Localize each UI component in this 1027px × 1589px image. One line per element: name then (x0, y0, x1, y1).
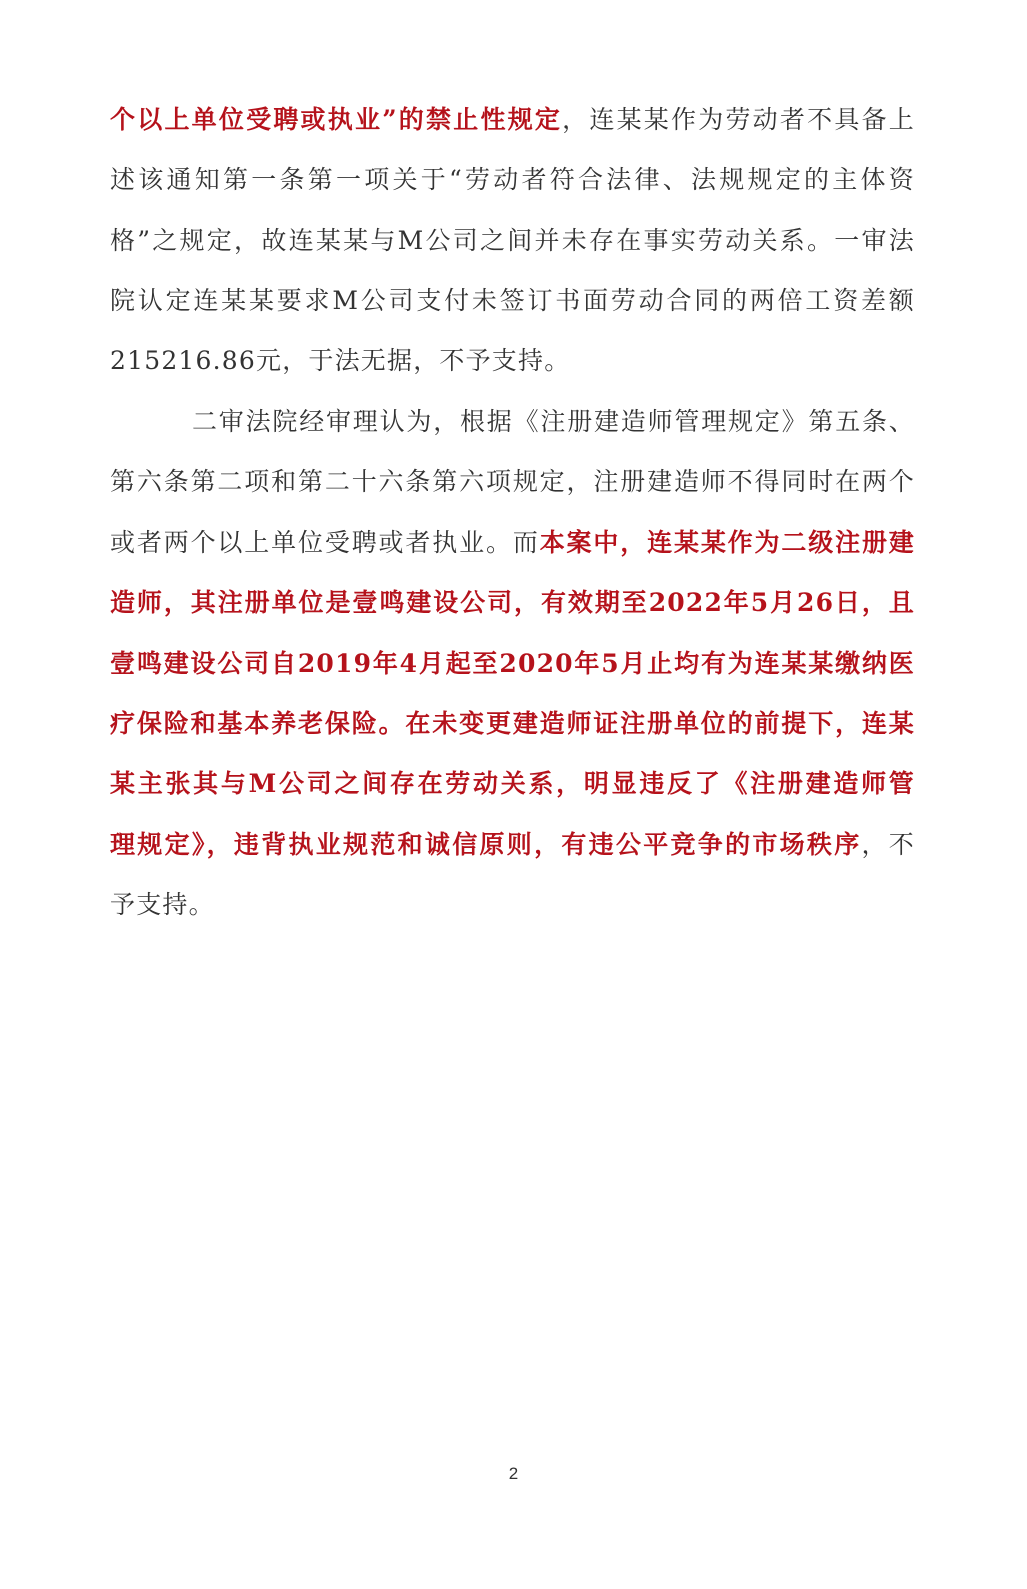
highlighted-text: 本案中，连某某作为二级注册建 (539, 528, 915, 557)
paragraph-2-line-6: 疗保险和基本养老保险。在未变更建造师证注册单位的前提下，连某 (110, 709, 915, 738)
body-text: ，连某某作为劳动者不具备上 (562, 105, 915, 134)
body-text: ，不 (861, 830, 916, 859)
paragraph-2-line-7: 某主张其与M公司之间存在劳动关系，明显违反了《注册建造师管 (110, 769, 915, 798)
paragraph-2-line-9: 予支持。 (110, 890, 215, 919)
paragraph-1-line-2: 述该通知第一条第一项关于“劳动者符合法律、法规规定的主体资 (110, 165, 915, 194)
paragraph-1-line-1 (110, 100, 915, 140)
highlighted-text: 个以上单位受聘或执业”的禁止性规定 (110, 105, 563, 134)
highlighted-text: 理规定》，违背执业规范和诚信原则，有违公平竞争的市场秩序 (110, 830, 862, 859)
paragraph-1-line-4: 院认定连某某要求M公司支付未签订书面劳动合同的两倍工资差额 (110, 286, 915, 315)
paragraph-2-line-3 (110, 523, 915, 563)
paragraph-2-line-8 (110, 825, 915, 865)
paragraph-2-line-1: 二审法院经审理认为，根据《注册建造师管理规定》第五条、 (192, 407, 915, 436)
page-number: 2 (508, 1464, 519, 1483)
paragraph-2-line-2: 第六条第二项和第二十六条第六项规定，注册建造师不得同时在两个 (110, 467, 915, 496)
body-text: 或者两个以上单位受聘或者执业。而 (110, 528, 540, 557)
paragraph-1-line-3: 格”之规定，故连某某与M公司之间并未存在事实劳动关系。一审法 (110, 226, 915, 255)
paragraph-2-line-4: 造师，其注册单位是壹鸣建设公司，有效期至2022年5月26日，且 (110, 588, 915, 617)
paragraph-1-line-5: 215216.86元，于法无据，不予支持。 (110, 346, 571, 375)
paragraph-2-line-5: 壹鸣建设公司自2019年4月起至2020年5月止均有为连某某缴纳医 (110, 649, 915, 678)
